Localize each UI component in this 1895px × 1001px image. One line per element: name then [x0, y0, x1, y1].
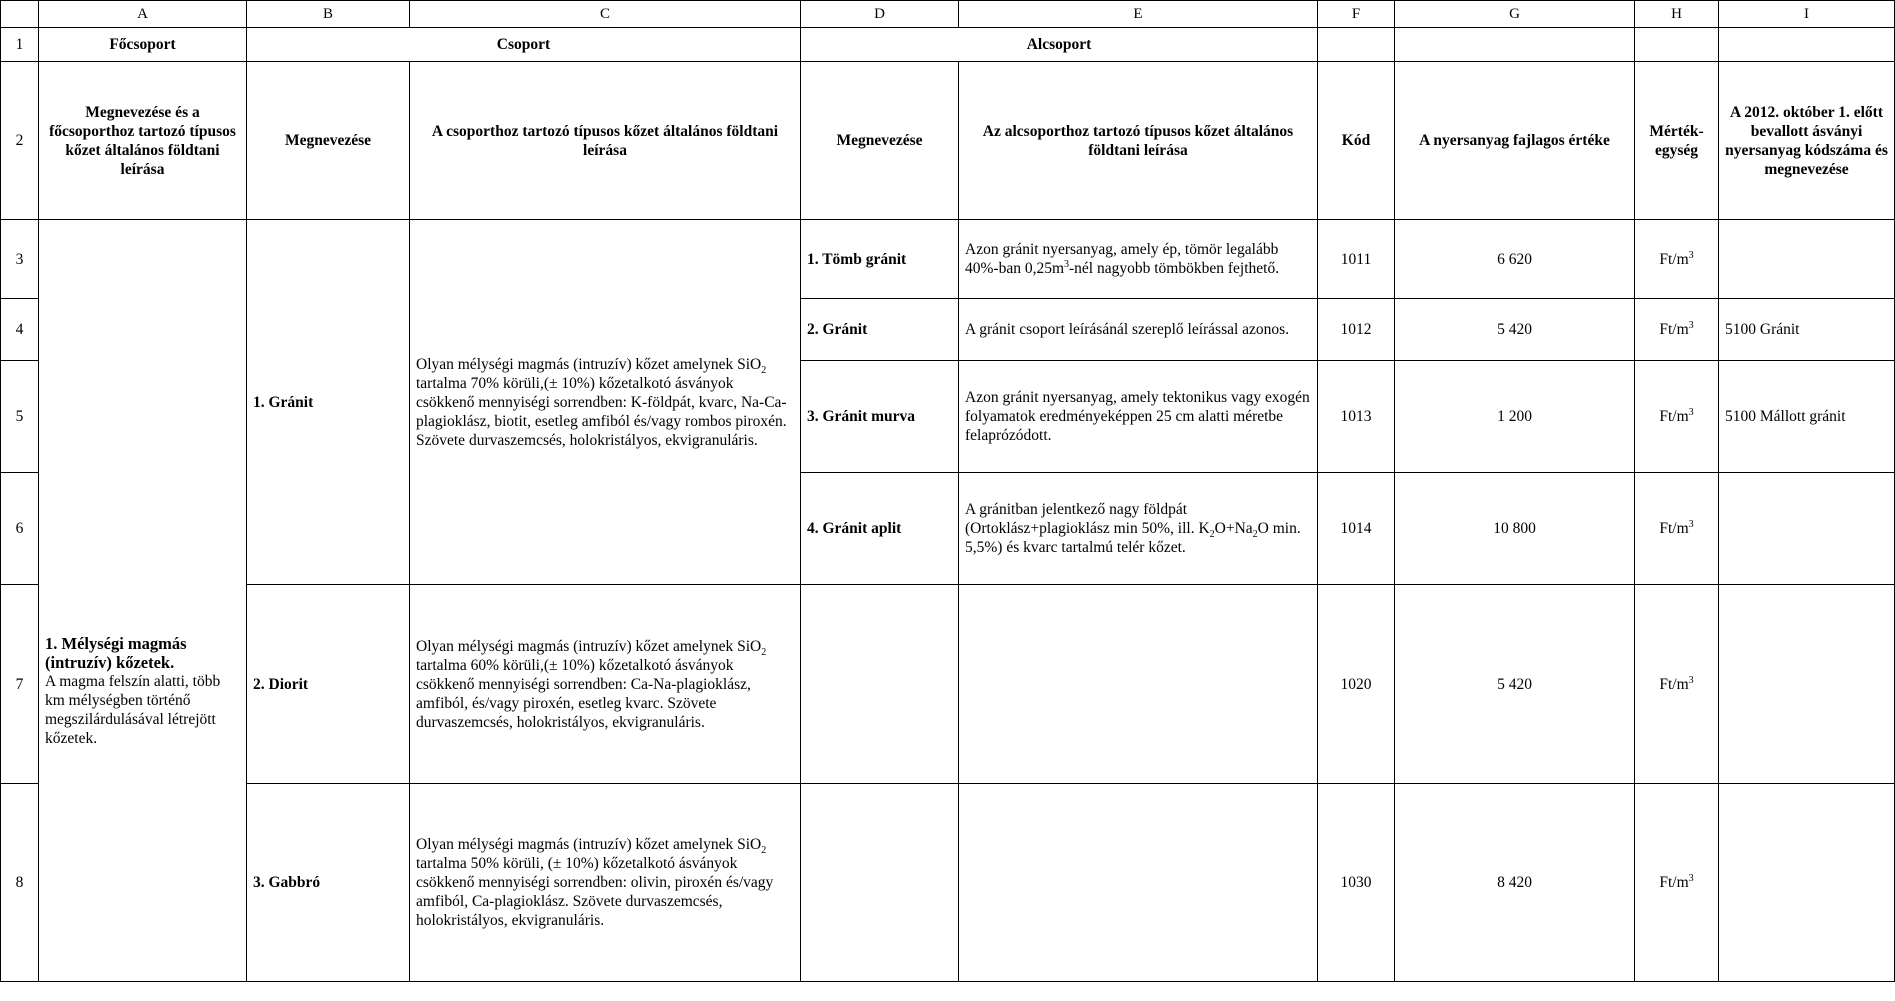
- group-description-granit[interactable]: Olyan mélységi magmás (intruzív) kőzet amelynek SiO$_2$ tartalma 70% körüli,(± 10%) kőzetalkotó ásványok csökkenő mennyiségi sorrendben: K-földpát, kvarc, Na-Ca-plagioklász, biotit, esetleg amfiból és/vagy rombos piroxén. Szövete durvaszemcsés, holokristályos, ekvigranuláris.: [410, 220, 801, 585]
- legacy-code-cell[interactable]: [1719, 784, 1895, 982]
- row-number-2[interactable]: 2: [1, 62, 39, 220]
- header-g-value[interactable]: A nyersanyag fajlagos értéke: [1395, 62, 1635, 220]
- code-cell[interactable]: 1020: [1318, 585, 1395, 784]
- legacy-code-cell[interactable]: [1719, 473, 1895, 585]
- subgroup-description[interactable]: A gránit csoport leírásánál szereplő leírással azonos.: [959, 299, 1318, 361]
- header-d-name[interactable]: Megnevezése: [801, 62, 959, 220]
- subgroup-name[interactable]: 3. Gránit murva: [801, 361, 959, 473]
- legacy-code-cell[interactable]: [1719, 585, 1895, 784]
- subgroup-description[interactable]: A gránitban jelentkező nagy földpát (Ortoklász+plagioklász min 50%, ill. $K_2O+Na_2O$ min. 5,5%) és kvarc tartalmú telér kőzet.: [959, 473, 1318, 585]
- cell-h1[interactable]: [1635, 28, 1719, 62]
- unit-cell[interactable]: $Ft/m^3$: [1635, 220, 1719, 299]
- subgroup-name-empty[interactable]: [801, 585, 959, 784]
- group-name-granit[interactable]: 1. Gránit: [247, 220, 410, 585]
- table-row: [1, 585, 1895, 784]
- legacy-code-cell[interactable]: [1719, 220, 1895, 299]
- column-header-g[interactable]: G: [1395, 1, 1635, 28]
- corner-cell[interactable]: [1, 1, 39, 28]
- table-row: [1, 62, 1895, 220]
- header-csoport[interactable]: Csoport: [247, 28, 801, 62]
- unit-cell[interactable]: $Ft/m^3$: [1635, 299, 1719, 361]
- subgroup-name-empty[interactable]: [801, 784, 959, 982]
- subgroup-name[interactable]: 2. Gránit: [801, 299, 959, 361]
- subgroup-description-empty[interactable]: [959, 585, 1318, 784]
- column-header-d[interactable]: D: [801, 1, 959, 28]
- legacy-code-cell[interactable]: 5100 Mállott gránit: [1719, 361, 1895, 473]
- row-number-8[interactable]: 8: [1, 784, 39, 982]
- column-header-h[interactable]: H: [1635, 1, 1719, 28]
- column-header-c[interactable]: C: [410, 1, 801, 28]
- subgroup-description[interactable]: Azon gránit nyersanyag, amely ép, tömör legalább 40%-ban $0,25m^3$-nél nagyobb tömbökben fejthető.: [959, 220, 1318, 299]
- legacy-code-cell[interactable]: 5100 Gránit: [1719, 299, 1895, 361]
- code-cell[interactable]: 1013: [1318, 361, 1395, 473]
- main-group-cell[interactable]: [39, 220, 247, 982]
- group-name-diorit[interactable]: 2. Diorit: [247, 585, 410, 784]
- group-description-gabbro[interactable]: Olyan mélységi magmás (intruzív) kőzet amelynek SiO$_2$ tartalma 50% körüli, (± 10%) kőzetalkotó ásványok csökkenő mennyiségi sorrendben: olivin, piroxén és/vagy amfiból, Ca-plagioklász. Szövete durvaszemcsés, holokristályos, ekvigranuláris.: [410, 784, 801, 982]
- cell-f1[interactable]: [1318, 28, 1395, 62]
- row-number-7[interactable]: 7: [1, 585, 39, 784]
- column-header-i[interactable]: I: [1719, 1, 1895, 28]
- row-number-6[interactable]: 6: [1, 473, 39, 585]
- header-i-legacy-code[interactable]: A 2012. október 1. előtt bevallott ásványi nyersanyag kódszáma és megnevezése: [1719, 62, 1895, 220]
- header-b-name[interactable]: Megnevezése: [247, 62, 410, 220]
- value-cell[interactable]: 5 420: [1395, 299, 1635, 361]
- group-name-gabbro[interactable]: 3. Gabbró: [247, 784, 410, 982]
- header-e-description[interactable]: Az alcsoporthoz tartozó típusos kőzet általános földtani leírása: [959, 62, 1318, 220]
- value-cell[interactable]: 10 800: [1395, 473, 1635, 585]
- subgroup-name[interactable]: 4. Gránit aplit: [801, 473, 959, 585]
- code-cell[interactable]: 1012: [1318, 299, 1395, 361]
- code-cell[interactable]: 1014: [1318, 473, 1395, 585]
- main-group-title: 1. Mélységi magmás (intruzív) kőzetek.: [45, 633, 187, 672]
- value-cell[interactable]: 5 420: [1395, 585, 1635, 784]
- header-c-description[interactable]: A csoporthoz tartozó típusos kőzet általános földtani leírása: [410, 62, 801, 220]
- value-cell[interactable]: 1 200: [1395, 361, 1635, 473]
- column-header-f[interactable]: F: [1318, 1, 1395, 28]
- column-header-row: [1, 1, 1895, 28]
- table-row: [1, 28, 1895, 62]
- subgroup-description-empty[interactable]: [959, 784, 1318, 982]
- value-cell[interactable]: 8 420: [1395, 784, 1635, 982]
- unit-cell[interactable]: $Ft/m^3$: [1635, 784, 1719, 982]
- column-header-b[interactable]: B: [247, 1, 410, 28]
- unit-cell[interactable]: $Ft/m^3$: [1635, 585, 1719, 784]
- header-focsoport[interactable]: Főcsoport: [39, 28, 247, 62]
- subgroup-name[interactable]: 1. Tömb gránit: [801, 220, 959, 299]
- header-alcsoport[interactable]: Alcsoport: [801, 28, 1318, 62]
- value-cell[interactable]: 6 620: [1395, 220, 1635, 299]
- table-row: [1, 220, 1895, 299]
- row-number-5[interactable]: 5: [1, 361, 39, 473]
- column-header-a[interactable]: A: [39, 1, 247, 28]
- unit-cell[interactable]: $Ft/m^3$: [1635, 473, 1719, 585]
- header-a-description[interactable]: Megnevezése és a főcsoporthoz tartozó típusos kőzet általános földtani leírása: [39, 62, 247, 220]
- group-description-diorit[interactable]: Olyan mélységi magmás (intruzív) kőzet amelynek SiO$_2$ tartalma 60% körüli,(± 10%) kőzetalkotó ásványok csökkenő mennyiségi sorrendben: Ca-Na-plagioklász, amfiból, és/vagy piroxén, esetleg kvarc. Szövete durvaszemcsés, holokristályos, ekvigranuláris.: [410, 585, 801, 784]
- unit-cell[interactable]: $Ft/m^3$: [1635, 361, 1719, 473]
- row-number-4[interactable]: 4: [1, 299, 39, 361]
- cell-i1[interactable]: [1719, 28, 1895, 62]
- code-cell[interactable]: 1011: [1318, 220, 1395, 299]
- column-header-e[interactable]: E: [959, 1, 1318, 28]
- subgroup-description[interactable]: Azon gránit nyersanyag, amely tektonikus vagy exogén folyamatok eredményeképpen 25 cm alatti méretbe felaprózódott.: [959, 361, 1318, 473]
- row-number-1[interactable]: 1: [1, 28, 39, 62]
- header-h-unit[interactable]: Mérték-egység: [1635, 62, 1719, 220]
- row-number-3[interactable]: 3: [1, 220, 39, 299]
- header-f-code[interactable]: Kód: [1318, 62, 1395, 220]
- main-group-description: A magma felszín alatti, több km mélységben történő megszilárdulásával létrejött kőzetek.: [45, 672, 221, 747]
- cell-g1[interactable]: [1395, 28, 1635, 62]
- code-cell[interactable]: 1030: [1318, 784, 1395, 982]
- table-row: [1, 784, 1895, 982]
